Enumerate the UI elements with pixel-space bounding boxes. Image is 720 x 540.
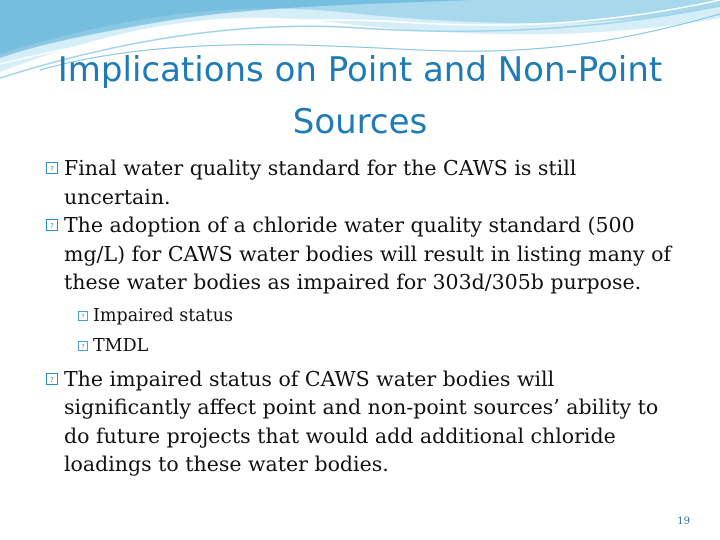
bullet-text: Final water quality standard for the CAWS is still uncertain. <box>64 156 577 209</box>
missing-glyph-box-icon <box>46 162 58 174</box>
missing-glyph-box-icon <box>46 373 58 385</box>
bullet-list <box>0 154 720 479</box>
sub-bullet-item <box>0 331 676 361</box>
page-number: 19 <box>677 516 690 527</box>
svg-text:?: ? <box>50 222 54 230</box>
bullet-text: The adoption of a chloride water quality standard (500 mg/L) for CAWS water bodies will result in listing many of these water bodies as impaired for 303d/305b purpose. <box>64 213 672 294</box>
bullet-item <box>0 365 676 479</box>
svg-text:?: ? <box>50 165 54 173</box>
missing-glyph-box-icon <box>78 341 88 351</box>
svg-text:?: ? <box>50 375 54 384</box>
bullet-item <box>0 211 676 297</box>
svg-text:?: ? <box>81 314 85 320</box>
sub-bullet-text: Impaired status <box>93 305 233 326</box>
slide-title: Implications on Point and Non-Point Sources <box>57 50 663 142</box>
sub-bullet-text: TMDL <box>93 335 149 356</box>
svg-text:?: ? <box>81 344 85 350</box>
missing-glyph-box-icon <box>46 219 58 231</box>
bullet-item <box>0 154 676 211</box>
sub-bullet-item <box>0 301 676 331</box>
missing-glyph-box-icon <box>78 311 88 321</box>
bullet-text: The impaired status of CAWS water bodies will significantly affect point and non-point sources’ ability to do future projects that would add additional chloride loadings to these water bodies. <box>64 366 659 476</box>
